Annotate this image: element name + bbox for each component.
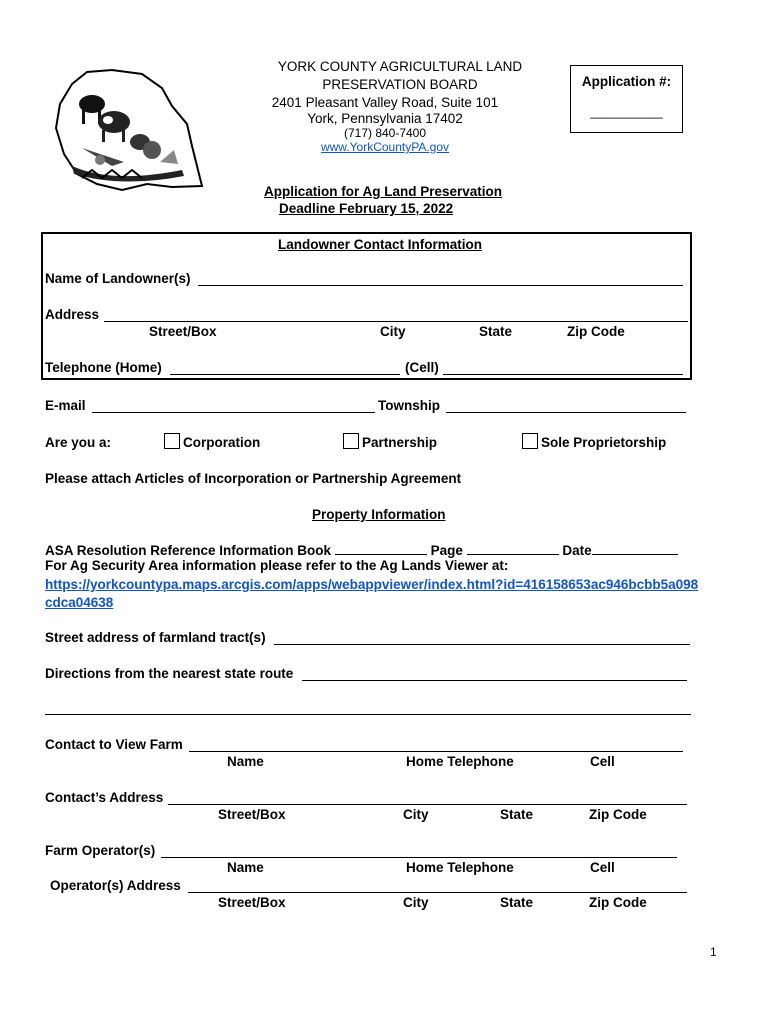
ag-lands-viewer-link-line1[interactable]: https://yorkcountypa.maps.arcgis.com/apps/webappviewer/index.html?id=416158653ac946bcbb5a098: [45, 577, 699, 592]
township-label: Township: [378, 398, 440, 413]
contact-address-sub-city: City: [403, 807, 429, 822]
landowner-contact-box: [41, 232, 692, 380]
landowner-name-field[interactable]: [198, 285, 683, 286]
contact-sub-cell: Cell: [590, 754, 615, 769]
option-partnership[interactable]: [343, 433, 437, 450]
operator-address-label: Operator(s) Address: [50, 878, 181, 893]
operator-sub-cell: Cell: [590, 860, 615, 875]
org-phone: (717) 840-7400: [343, 126, 427, 140]
entity-type-label: Are you a:: [45, 435, 112, 450]
operator-address-sub-street: Street/Box: [218, 895, 286, 910]
asa-date-label: Date: [562, 543, 592, 558]
contact-address-label: Contact’s Address: [45, 790, 164, 805]
address-sub-state: State: [479, 324, 513, 339]
corporation-checkbox[interactable]: [164, 433, 180, 449]
form-title: Application for Ag Land Preservation: [264, 184, 503, 199]
page-number: 1: [710, 945, 717, 959]
asa-book-field[interactable]: [335, 542, 427, 555]
contact-view-field[interactable]: [189, 751, 683, 752]
option-corporation[interactable]: [164, 433, 260, 450]
org-address-line1: 2401 Pleasant Valley Road, Suite 101: [271, 95, 499, 110]
property-section-title: Property Information: [312, 507, 446, 522]
operator-address-sub-state: State: [500, 895, 534, 910]
email-label: E-mail: [45, 398, 86, 413]
operator-sub-name: Name: [227, 860, 264, 875]
farmland-street-field[interactable]: [274, 644, 690, 645]
asa-date-field[interactable]: [592, 542, 678, 555]
ag-security-note: For Ag Security Area information please refer to the Ag Lands Viewer at:: [45, 558, 509, 573]
farm-operator-field[interactable]: [161, 857, 677, 858]
directions-field-line2[interactable]: [45, 714, 691, 715]
ag-lands-viewer-link-line2[interactable]: cdca04638: [45, 595, 114, 610]
org-name-line2: PRESERVATION BOARD: [322, 77, 478, 92]
org-name-line1: YORK COUNTY AGRICULTURAL LAND: [277, 59, 523, 74]
operator-address-sub-city: City: [403, 895, 429, 910]
form-deadline: Deadline February 15, 2022: [279, 201, 454, 216]
email-field[interactable]: [92, 412, 375, 413]
address-sub-city: City: [380, 324, 406, 339]
farm-operator-label: Farm Operator(s): [45, 843, 156, 858]
application-number-field[interactable]: __________: [590, 104, 663, 119]
contact-address-sub-zip: Zip Code: [589, 807, 647, 822]
contact-sub-home-telephone: Home Telephone: [406, 754, 514, 769]
org-website-link[interactable]: www.YorkCountyPA.gov: [320, 140, 450, 154]
telephone-home-field[interactable]: [170, 374, 400, 375]
address-label: Address: [45, 307, 100, 322]
sole-proprietorship-checkbox[interactable]: [522, 433, 538, 449]
application-number-box: [570, 65, 683, 133]
operator-address-field[interactable]: [188, 892, 687, 893]
asa-page-label: Page: [430, 543, 463, 558]
landowner-section-title: Landowner Contact Information: [278, 237, 482, 252]
asa-row: [45, 542, 678, 558]
landowner-name-label: Name of Landowner(s): [45, 271, 191, 286]
farmland-street-label: Street address of farmland tract(s): [45, 630, 266, 645]
ag-lands-url-wrap: [45, 576, 745, 612]
corporation-label: Corporation: [183, 435, 261, 450]
contact-address-sub-street: Street/Box: [218, 807, 286, 822]
asa-book-label: ASA Resolution Reference Information Book: [45, 543, 332, 558]
telephone-cell-field[interactable]: [443, 374, 683, 375]
contact-sub-name: Name: [227, 754, 264, 769]
address-sub-zip: Zip Code: [567, 324, 625, 339]
directions-label: Directions from the nearest state route: [45, 666, 294, 681]
org-website-wrap: [235, 140, 535, 154]
telephone-cell-label: (Cell): [405, 360, 439, 375]
address-sub-street: Street/Box: [149, 324, 217, 339]
partnership-checkbox[interactable]: [343, 433, 359, 449]
asa-page-field[interactable]: [467, 542, 559, 555]
contact-address-field[interactable]: [168, 804, 687, 805]
contact-address-sub-state: State: [500, 807, 534, 822]
county-logo: [52, 66, 204, 192]
township-field[interactable]: [446, 412, 686, 413]
sole-proprietorship-label: Sole Proprietorship: [541, 435, 667, 450]
partnership-label: Partnership: [362, 435, 438, 450]
address-field[interactable]: [104, 321, 688, 322]
directions-field[interactable]: [302, 680, 687, 681]
option-sole-proprietorship[interactable]: [522, 433, 666, 450]
org-address-line2: York, Pennsylvania 17402: [307, 111, 463, 126]
operator-address-sub-zip: Zip Code: [589, 895, 647, 910]
application-number-label: Application #:: [581, 74, 672, 89]
operator-sub-home-telephone: Home Telephone: [406, 860, 514, 875]
attach-note: Please attach Articles of Incorporation or Partnership Agreement: [45, 471, 462, 486]
telephone-home-label: Telephone (Home): [45, 360, 162, 375]
contact-view-label: Contact to View Farm: [45, 737, 183, 752]
